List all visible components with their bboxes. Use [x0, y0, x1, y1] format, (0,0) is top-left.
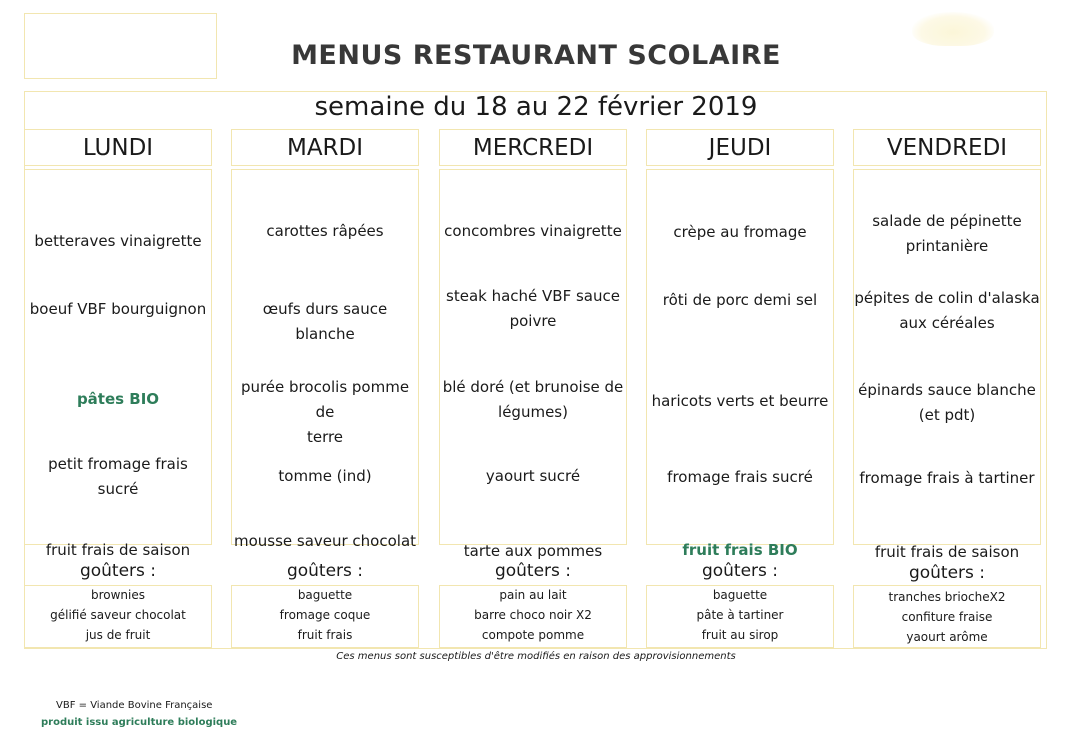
dish-item: boeuf VBF bourguignon	[29, 300, 207, 318]
dish-item: pépites de colin d'alaska aux céréales	[854, 289, 1040, 332]
legend-vbf: VBF = Viande Bovine Française	[56, 700, 213, 711]
week-title: semaine du 18 au 22 février 2019	[314, 92, 758, 122]
dish-item: steak haché VBF sauce poivre	[446, 287, 620, 330]
day-header: VENDREDI	[853, 129, 1041, 166]
menu-note: Ces menus sont susceptibles d'être modifiés en raison des approvisionnements	[336, 651, 736, 662]
snack-item: jus de fruit	[85, 628, 151, 642]
gouter-label: goûters :	[908, 563, 986, 583]
snack-item: fruit au sirop	[701, 628, 779, 642]
dish-item: blé doré (et brunoise de légumes)	[442, 378, 624, 421]
dish-item: tomme (ind)	[278, 467, 372, 485]
snack-item: confiture fraise	[901, 610, 993, 624]
dish-item: betteraves vinaigrette	[34, 232, 202, 250]
dish-item: fruit frais de saison	[45, 541, 191, 559]
gouter-label: goûters :	[286, 561, 364, 581]
day-header: LUNDI	[24, 129, 212, 166]
dish-item: fromage frais à tartiner	[859, 469, 1035, 487]
snack-item: brownies	[90, 588, 146, 602]
dish-item: purée brocolis pomme de terre	[240, 378, 410, 446]
snack-item: compote pomme	[481, 628, 585, 642]
dish-item: salade de pépinette printanière	[872, 212, 1022, 255]
snack-item: pâte à tartiner	[696, 608, 784, 622]
day-column-jeudi	[646, 129, 834, 642]
snack-item: tranches briocheX2	[888, 590, 1006, 604]
dish-item: yaourt sucré	[485, 467, 581, 485]
dish-item: fruit frais de saison	[874, 543, 1020, 561]
day-column-lundi	[24, 129, 212, 642]
legend-bio: produit issu agriculture biologique	[41, 717, 238, 728]
dish-item: carottes râpées	[266, 222, 384, 240]
dish-item: œufs durs sauce blanche	[262, 300, 388, 343]
snack-item: baguette	[297, 588, 353, 602]
page-title: MENUS RESTAURANT SCOLAIRE	[291, 40, 781, 71]
dish-item: concombres vinaigrette	[444, 222, 622, 240]
gouter-label: goûters :	[79, 561, 157, 581]
snack-item: fromage coque	[279, 608, 371, 622]
snack-item: fruit frais	[297, 628, 353, 642]
day-header: MARDI	[231, 129, 419, 166]
snack-item: baguette	[712, 588, 768, 602]
day-column-vendredi	[853, 129, 1041, 644]
snack-item: gélifié saveur chocolat	[50, 608, 186, 622]
dish-item: fromage frais sucré	[667, 468, 813, 486]
dish-item: mousse saveur chocolat	[233, 532, 417, 550]
dish-item: pâtes BIO	[76, 390, 160, 408]
dish-item: haricots verts et beurre	[651, 392, 829, 410]
gouter-label: goûters :	[494, 561, 572, 581]
snack-item: yaourt arôme	[906, 630, 988, 644]
day-column-mercredi	[439, 129, 627, 642]
snack-item: pain au lait	[499, 588, 567, 602]
dish-item: petit fromage frais sucré	[48, 455, 188, 498]
dish-item: épinards sauce blanche (et pdt)	[858, 381, 1036, 424]
day-header: JEUDI	[646, 129, 834, 166]
dish-item: tarte aux pommes	[463, 542, 603, 560]
day-header: MERCREDI	[439, 129, 627, 166]
dish-item: rôti de porc demi sel	[662, 291, 818, 309]
dish-item: fruit frais BIO	[682, 541, 798, 559]
day-column-mardi	[231, 129, 419, 642]
snack-item: barre choco noir X2	[474, 608, 592, 622]
dish-item: crèpe au fromage	[673, 223, 807, 241]
gouter-label: goûters :	[701, 561, 779, 581]
